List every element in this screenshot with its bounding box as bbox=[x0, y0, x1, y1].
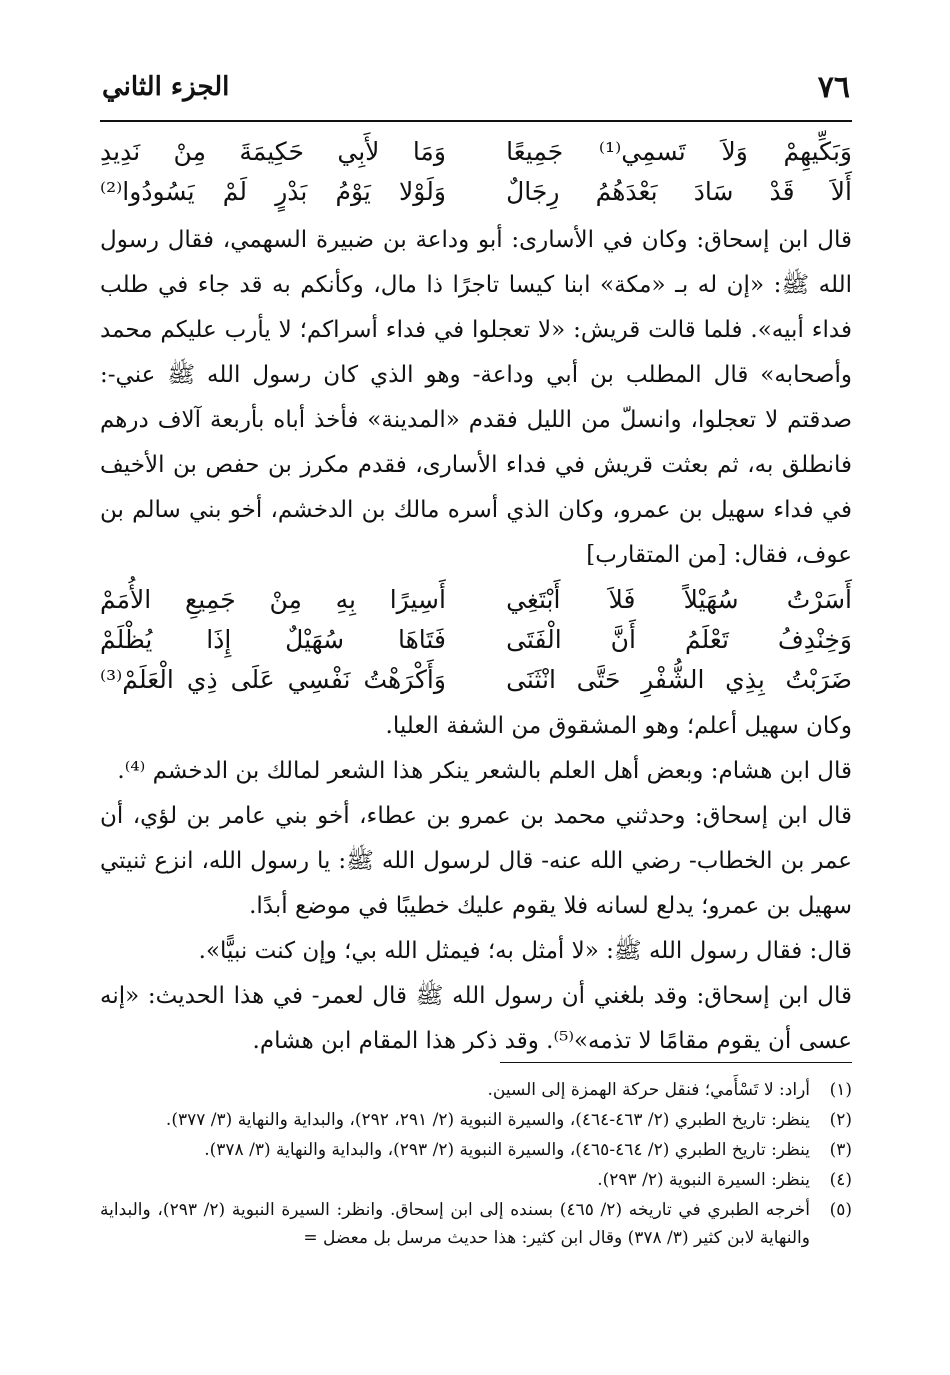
paragraph: قال ابن إسحاق: وكان في الأسارى: أبو وداعة بن ضبيرة السهمي، فقال رسول الله ﷺ: «إن له بـ «مكة» ابنا كيسا تاجرًا ذا مال، وكأنكم به قد جاء في طلب فداء أبيه». فلما قالت قريش: «لا تعجلوا في فداء أسراكم؛ لا يأرب عليكم محمد وأصحابه» قال المطلب بن أبي وداعة- وهو الذي كان رسول الله ﷺ عني-: صدقتم لا تعجلوا، وانسلّ من الليل فقدم «المدينة» فأخذ أباه بأربعة آلاف درهم فانطلق به، ثم بعثت قريش في فداء الأسارى، فقدم مكرز بن حفص بن الأخيف في فداء سهيل بن عمرو، وكان الذي أسره مالك بن الدخشم، أخو بني سالم بن عوف، فقال: [من المتقارب] bbox=[100, 227, 852, 568]
paragraph: قال ابن إسحاق: وقد بلغني أن رسول الله ﷺ قال لعمر- في هذا الحديث: «إنه عسى أن يقوم مقامًا لا تذمه»⁽⁵⁾. وقد ذكر هذا المقام ابن هشام. bbox=[100, 983, 852, 1054]
paragraph: وكان سهيل أعلم؛ وهو المشقوق من الشفة العليا. bbox=[385, 713, 852, 739]
footnote-text: ينظر: السيرة النبوية (٢/ ٢٩٣). bbox=[597, 1170, 810, 1190]
footnote bbox=[100, 1196, 852, 1252]
footnote-number: (٣) bbox=[829, 1140, 852, 1160]
poem-line bbox=[100, 172, 852, 212]
poem-line bbox=[100, 620, 852, 660]
hemistich-right: وَبَكِّيهِمْ وَلاَ تَسمِي⁽¹⁾ جَمِيعًا bbox=[506, 137, 852, 166]
poem-2 bbox=[100, 580, 852, 700]
hemistich-right: أَلاَ قَدْ سَادَ بَعْدَهُمُ رِجَالٌ bbox=[506, 177, 852, 206]
footnote bbox=[100, 1136, 852, 1164]
footnotes bbox=[100, 1076, 852, 1254]
footnote-text: ينظر: تاريخ الطبري (٢/ ٤٦٣-٤٦٤)، والسيرة النبوية (٢/ ٢٩١، ٢٩٢)، والبداية والنهاية (٣/ ٣٧٧). bbox=[165, 1110, 810, 1130]
footnote bbox=[100, 1106, 852, 1134]
hemistich-right: ضَرَبْتُ بِذِي الشُّفْرِ حَتَّى انْثَنَى bbox=[506, 665, 852, 694]
footnote bbox=[100, 1076, 852, 1104]
hemistich-left: وَمَا لأَبِي حَكِيمَةَ مِنْ نَدِيدِ bbox=[100, 137, 446, 166]
hemistich-left: فَتَاهَا سُهَيْلٌ إِذَا يُظْلَمْ bbox=[100, 625, 446, 654]
main-text bbox=[100, 132, 852, 1064]
poem-line bbox=[100, 580, 852, 620]
footnote bbox=[100, 1166, 852, 1194]
part-title: الجزء الثاني bbox=[102, 72, 230, 102]
footnote-text: أراد: لا تَسْأَمي؛ فنقل حركة الهمزة إلى السين. bbox=[487, 1080, 810, 1100]
poem-line bbox=[100, 660, 852, 700]
paragraph: قال ابن هشام: وبعض أهل العلم بالشعر ينكر هذا الشعر لمالك بن الدخشم ⁽⁴⁾. bbox=[117, 758, 852, 784]
footnote-number: (١) bbox=[829, 1080, 852, 1100]
footnote-divider bbox=[500, 1062, 852, 1063]
page-header bbox=[100, 60, 852, 122]
paragraph: قال ابن إسحاق: وحدثني محمد بن عمرو بن عطاء، أخو بني عامر بن لؤي، أن عمر بن الخطاب- رضي الله عنه- قال لرسول الله ﷺ: يا رسول الله، انزع ثنيتي سهيل بن عمرو؛ يدلع لسانه فلا يقوم عليك خطيبًا في موضع أبدًا. bbox=[100, 803, 852, 919]
hemistich-left: أَسِيرًا بِهِ مِنْ جَمِيعِ الأُمَمْ bbox=[100, 585, 446, 614]
footnote-text: أخرجه الطبري في تاريخه (٢/ ٤٦٥) بسنده إلى ابن إسحاق. وانظر: السيرة النبوية (٢/ ٢٩٣)، والبداية والنهاية لابن كثير (٣/ ٣٧٨) وقال ابن كثير: هذا حديث مرسل بل معضل = bbox=[100, 1200, 811, 1248]
paragraph: قال: فقال رسول الله ﷺ: «لا أمثل به؛ فيمثل الله بي؛ وإن كنت نبيًّا». bbox=[198, 938, 852, 964]
footnote-number: (٤) bbox=[829, 1170, 852, 1190]
hemistich-right: وَخِنْدِفُ تَعْلَمُ أَنَّ الْفَتَى bbox=[506, 625, 852, 654]
hemistich-left: وَلَوْلا يَوْمُ بَدْرٍ لَمْ يَسُودُوا⁽²⁾ bbox=[100, 177, 446, 206]
page-number: ٧٦ bbox=[817, 70, 850, 105]
hemistich-right: أَسَرْتُ سُهَيْلاً فَلاَ أَبْتَغِي bbox=[506, 585, 852, 614]
poem-1 bbox=[100, 132, 852, 212]
hemistich-left: وَأَكْرَهْتُ نَفْسِي عَلَى ذِي الْعَلَمْ⁽³⁾ bbox=[100, 665, 446, 694]
footnote-number: (٥) bbox=[829, 1200, 852, 1220]
footnote-text: ينظر: تاريخ الطبري (٢/ ٤٦٤-٤٦٥)، والسيرة النبوية (٢/ ٢٩٣)، والبداية والنهاية (٣/ ٣٧٨). bbox=[204, 1140, 810, 1160]
footnote-number: (٢) bbox=[829, 1110, 852, 1130]
poem-line bbox=[100, 132, 852, 172]
